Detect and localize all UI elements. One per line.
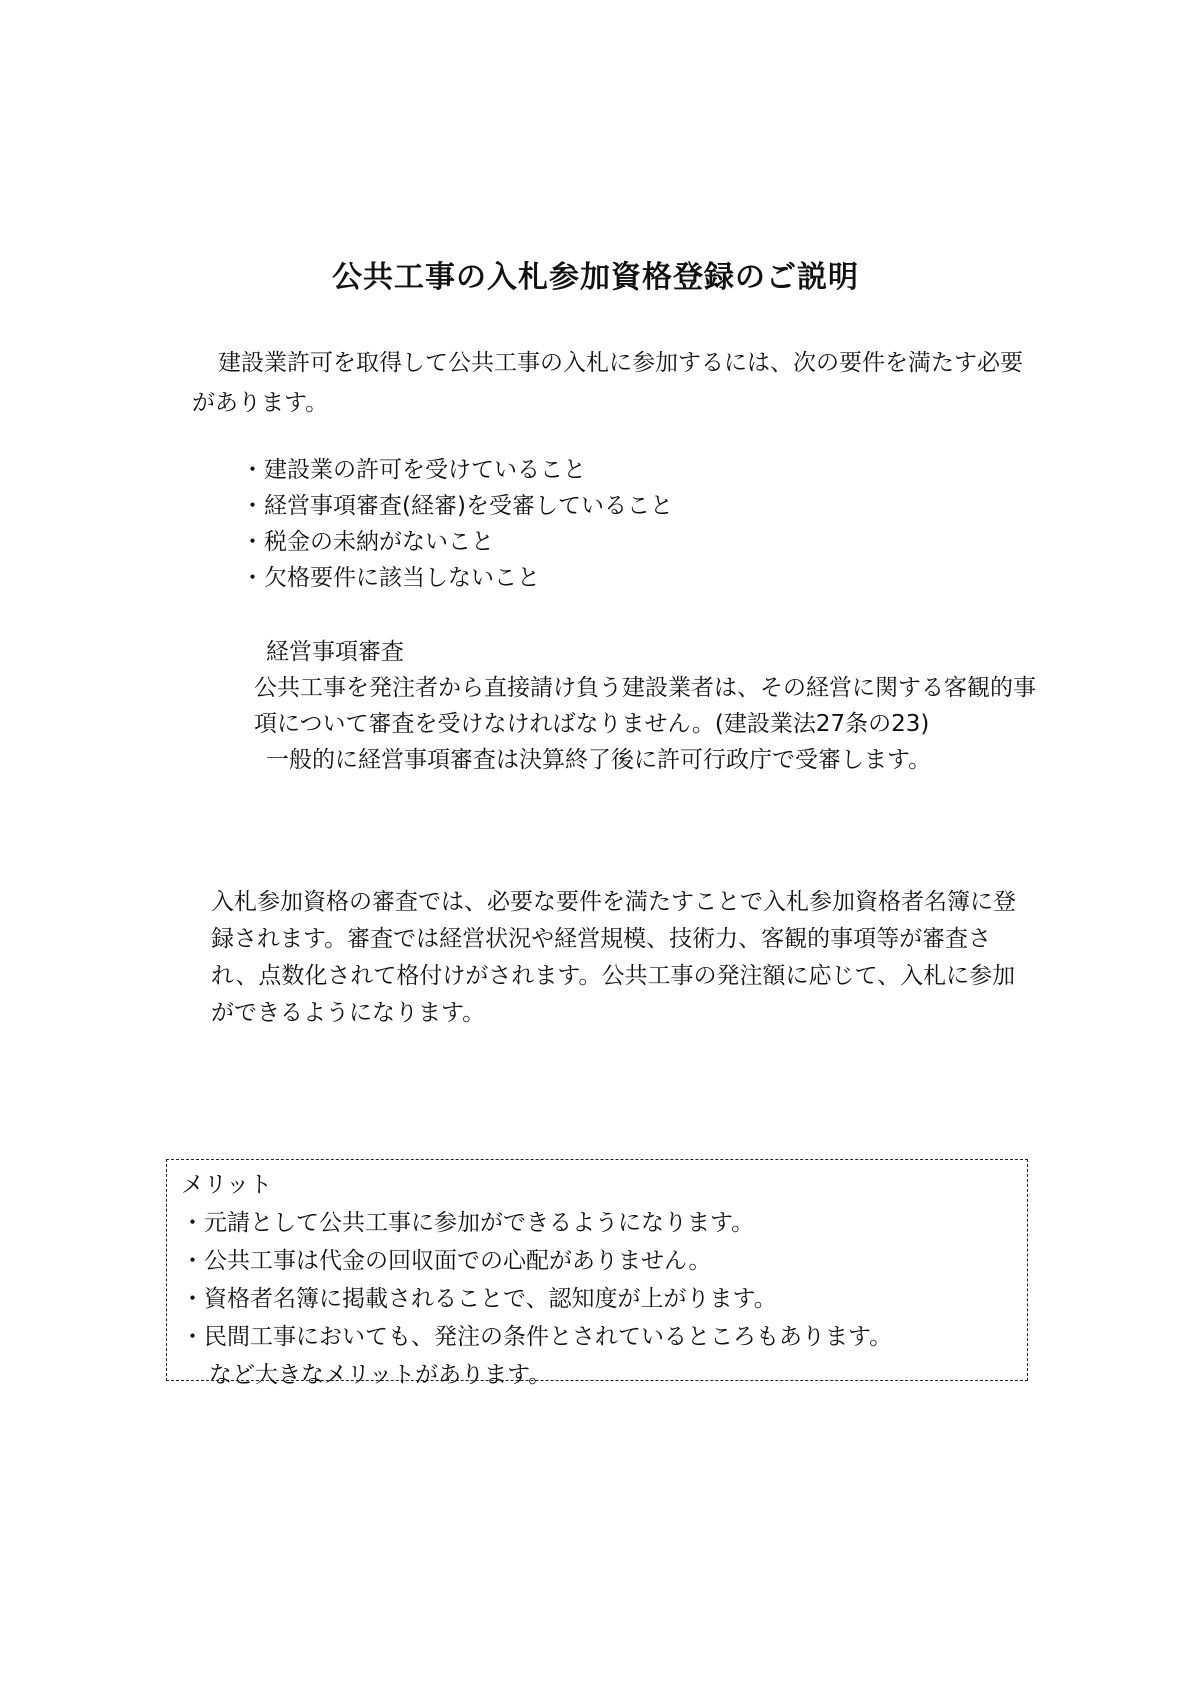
requirement-item: ・ 欠格要件に該当しないこと — [241, 560, 673, 596]
keishin-description: 公共工事を発注者から直接請け負う建設業者は、その経営に関する客観的事項について審査を受けなければなりません。(建設業法27条の23) — [254, 675, 1036, 737]
requirement-item: ・ 建設業の許可を受けていること — [241, 452, 673, 488]
requirement-item: ・ 経営事項審査(経審)を受審していること — [241, 488, 673, 524]
merit-list — [181, 1204, 1013, 1356]
requirement-item: ・ 税金の未納がないこと — [241, 524, 673, 560]
keishin-section — [254, 634, 1044, 778]
requirements-list — [241, 452, 673, 596]
merit-item: ・ 民間工事においても、発注の条件とされているところもあります。 — [181, 1318, 1013, 1356]
page-title: 公共工事の入札参加資格登録のご説明 — [332, 260, 859, 295]
merit-item: ・ 資格者名簿に掲載されることで、認知度が上がります。 — [181, 1280, 1013, 1318]
intro-paragraph: 建設業許可を取得して公共工事の入札に参加するには、次の要件を満たす必要があります。 — [192, 350, 1023, 416]
merit-closing: など大きなメリットがあります。 — [209, 1362, 552, 1388]
keishin-heading: 経営事項審査 — [266, 639, 404, 665]
merit-title: メリット — [181, 1172, 273, 1198]
exam-paragraph: 入札参加資格の審査では、必要な要件を満たすことで入札参加資格者名簿に登録されます。審査では経営状況や経営規模、技術力、客観的事項等が審査され、点数化されて格付けがされます。公共工事の発注額に応じて、入札に参加ができるようになります。 — [211, 889, 1016, 1026]
merit-item: ・ 公共工事は代金の回収面での心配がありません。 — [181, 1242, 1013, 1280]
merit-item: ・ 元請として公共工事に参加ができるようになります。 — [181, 1204, 1013, 1242]
keishin-note: 一般的に経営事項審査は決算終了後に許可行政庁で受審します。 — [266, 747, 932, 773]
merit-box — [166, 1159, 1028, 1388]
